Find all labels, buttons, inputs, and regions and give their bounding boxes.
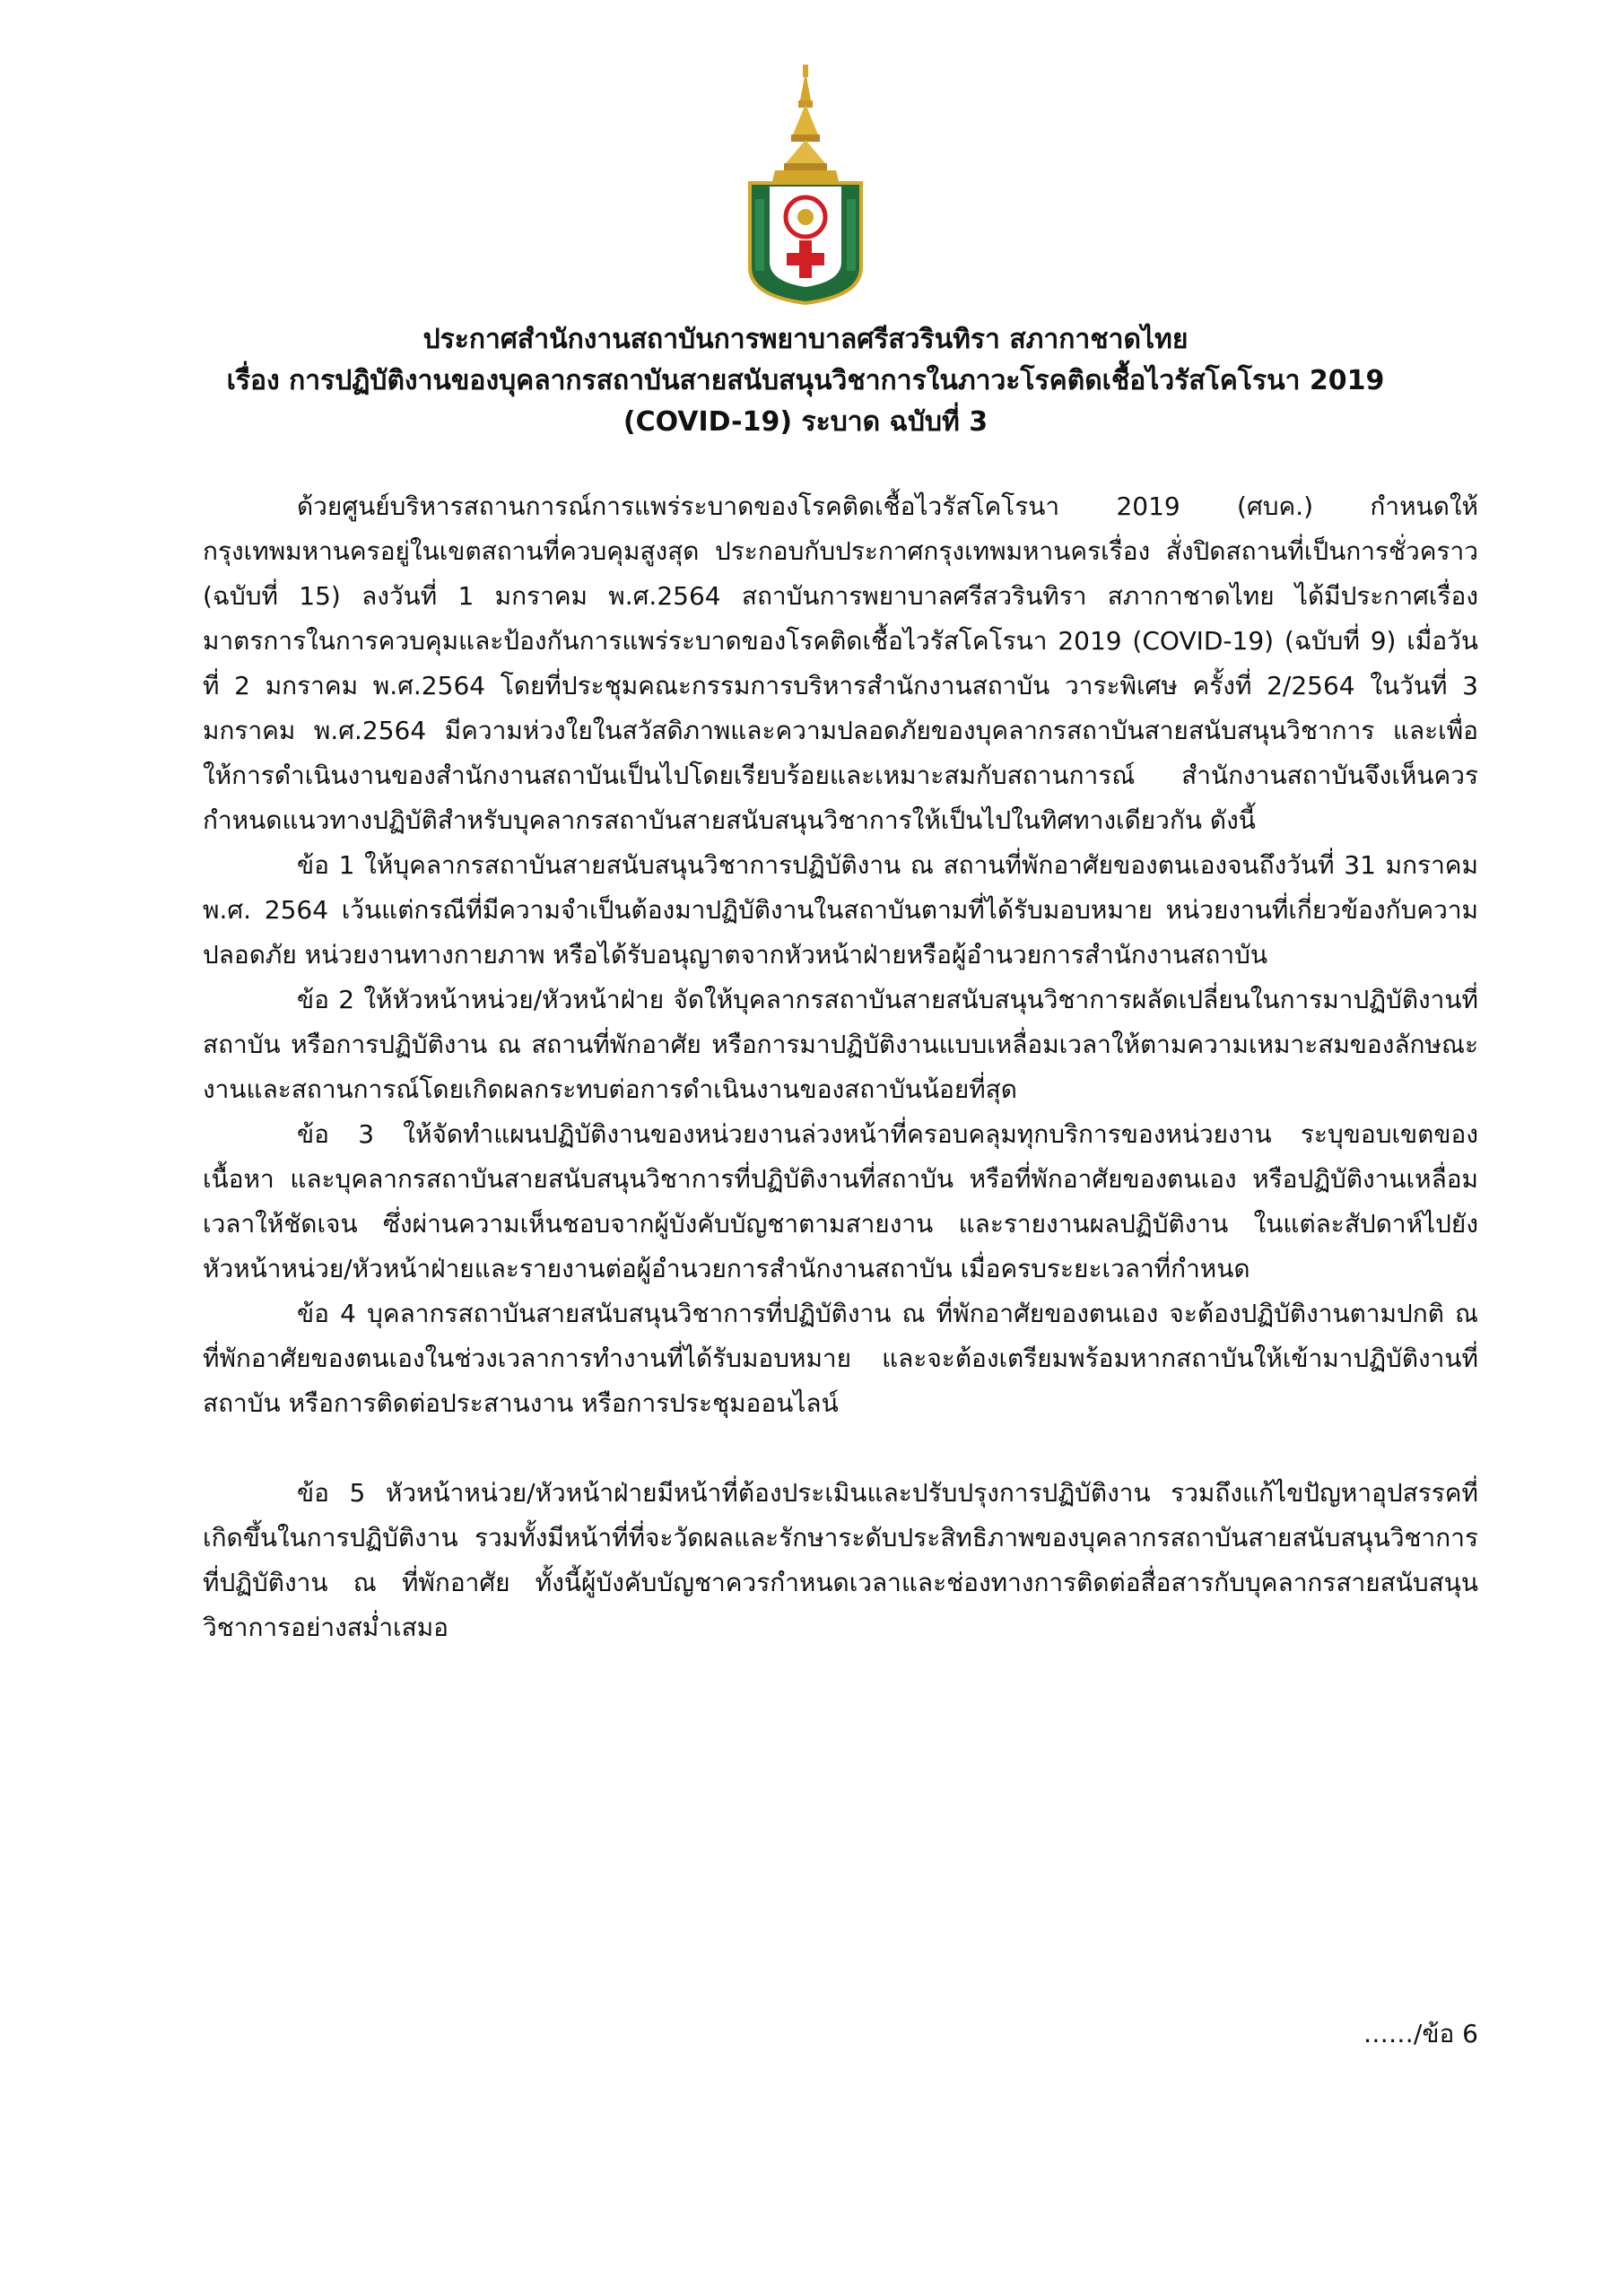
clause-4: ข้อ 4 บุคลากรสถาบันสายสนับสนุนวิชาการที่ปฏิบัติงาน ณ ที่พักอาศัยของตนเอง จะต้องปฏิบัติงานตามปกติ ณ ที่พักอาศัยของตนเองในช่วงเวลาการทำงานที่ได้รับมอบหมาย และจะต้องเตรียมพร้อมหากสถาบันให้เข้ามาปฏิบัติงานที่สถาบัน หรือการติดต่อประสานงาน หรือการประชุมออนไลน์ <box>203 1299 1478 1418</box>
title-line-3: (COVID-19) ระบาด ฉบับที่ 3 <box>623 406 988 438</box>
announcement-body <box>203 484 1478 1650</box>
paragraph-gap <box>203 1426 1478 1471</box>
clause-5: ข้อ 5 หัวหน้าหน่วย/หัวหน้าฝ่ายมีหน้าที่ต้องประเมินและปรับปรุงการปฏิบัติงาน รวมถึงแก้ไขปัญหาอุปสรรคที่เกิดขึ้นในการปฏิบัติงาน รวมทั้งมีหน้าที่ที่จะวัดผลและรักษาระดับประสิทธิภาพของบุคลากรสถาบันสายสนับสนุนวิชาการที่ปฏิบัติงาน ณ ที่พักอาศัย ทั้งนี้ผู้บังคับบัญชาควรกำหนดเวลาและช่องทางการติดต่อสื่อสารกับบุคลากรสายสนับสนุนวิชาการอย่างสม่ำเสมอ <box>203 1478 1478 1642</box>
emblem-icon <box>734 65 877 307</box>
clause-2: ข้อ 2 ให้หัวหน้าหน่วย/หัวหน้าฝ่าย จัดให้บุคลากรสถาบันสายสนับสนุนวิชาการผลัดเปลี่ยนในการมาปฏิบัติงานที่สถาบัน หรือการปฏิบัติงาน ณ สถานที่พักอาศัย หรือการมาปฏิบัติงานแบบเหลื่อมเวลาให้ตามความเหมาะสมของลักษณะงานและสถานการณ์โดยเกิดผลกระทบต่อการดำเนินงานของสถาบันน้อยที่สุด <box>203 985 1478 1104</box>
title-line-1: ประกาศสำนักงานสถาบันการพยาบาลศรีสวรินทิรา สภากาชาดไทย <box>422 324 1189 355</box>
intro-paragraph: ด้วยศูนย์บริหารสถานการณ์การแพร่ระบาดของโรคติดเชื้อไวรัสโคโรนา 2019 (ศบค.) กำหนดให้กรุงเทพมหานครอยู่ในเขตสถานที่ควบคุมสูงสุด ประกอบกับประกาศกรุงเทพมหานครเรื่อง สั่งปิดสถานที่เป็นการชั่วคราว (ฉบับที่ 15) ลงวันที่ 1 มกราคม พ.ศ.2564 สถาบันการพยาบาลศรีสวรินทิรา สภากาชาดไทย ได้มีประกาศเรื่องมาตรการในการควบคุมและป้องกันการแพร่ระบาดของโรคติดเชื้อไวรัสโคโรนา 2019 (COVID-19) (ฉบับที่ 9) เมื่อวันที่ 2 มกราคม พ.ศ.2564 โดยที่ประชุมคณะกรรมการบริหารสำนักงานสถาบัน วาระพิเศษ ครั้งที่ 2/2564 ในวันที่ 3 มกราคม พ.ศ.2564 มีความห่วงใยในสวัสดิภาพและความปลอดภัยของบุคลากรสถาบันสายสนับสนุนวิชาการ และเพื่อให้การดำเนินงานของสำนักงานสถาบันเป็นไปโดยเรียบร้อยและเหมาะสมกับสถานการณ์ สำนักงานสถาบันจึงเห็นควรกำหนดแนวทางปฏิบัติสำหรับบุคลากรสถาบันสายสนับสนุนวิชาการให้เป็นไปในทิศทางเดียวกัน ดังนี้ <box>203 491 1478 835</box>
institution-emblem <box>734 65 877 307</box>
continuation-note: ……/ข้อ 6 <box>1363 2019 1478 2048</box>
announcement-title <box>179 319 1432 443</box>
clause-3: ข้อ 3 ให้จัดทำแผนปฏิบัติงานของหน่วยงานล่วงหน้าที่ครอบคลุมทุกบริการของหน่วยงาน ระบุขอบเขตของเนื้อหา และบุคลากรสถาบันสายสนับสนุนวิชาการที่ปฏิบัติงานที่สถาบัน หรือที่พักอาศัยของตนเอง หรือปฏิบัติงานเหลื่อมเวลาให้ชัดเจน ซึ่งผ่านความเห็นชอบจากผู้บังคับบัญชาตามสายงาน และรายงานผลปฏิบัติงาน ในแต่ละสัปดาห์ไปยังหัวหน้าหน่วย/หัวหน้าฝ่ายและรายงานต่อผู้อำนวยการสำนักงานสถาบัน เมื่อครบระยะเวลาที่กำหนด <box>203 1119 1478 1283</box>
title-line-2: เรื่อง การปฏิบัติงานของบุคลากรสถาบันสายสนับสนุนวิชาการในภาวะโรคติดเชื้อไวรัสโคโรนา 2019 <box>226 365 1385 396</box>
clause-1: ข้อ 1 ให้บุคลากรสถาบันสายสนับสนุนวิชาการปฏิบัติงาน ณ สถานที่พักอาศัยของตนเองจนถึงวันที่ 31 มกราคม พ.ศ. 2564 เว้นแต่กรณีที่มีความจำเป็นต้องมาปฏิบัติงานในสถาบันตามที่ได้รับมอบหมาย หน่วยงานที่เกี่ยวข้องกับความปลอดภัย หน่วยงานทางกายภาพ หรือได้รับอนุญาตจากหัวหน้าฝ่ายหรือผู้อำนวยการสำนักงานสถาบัน <box>203 850 1478 970</box>
